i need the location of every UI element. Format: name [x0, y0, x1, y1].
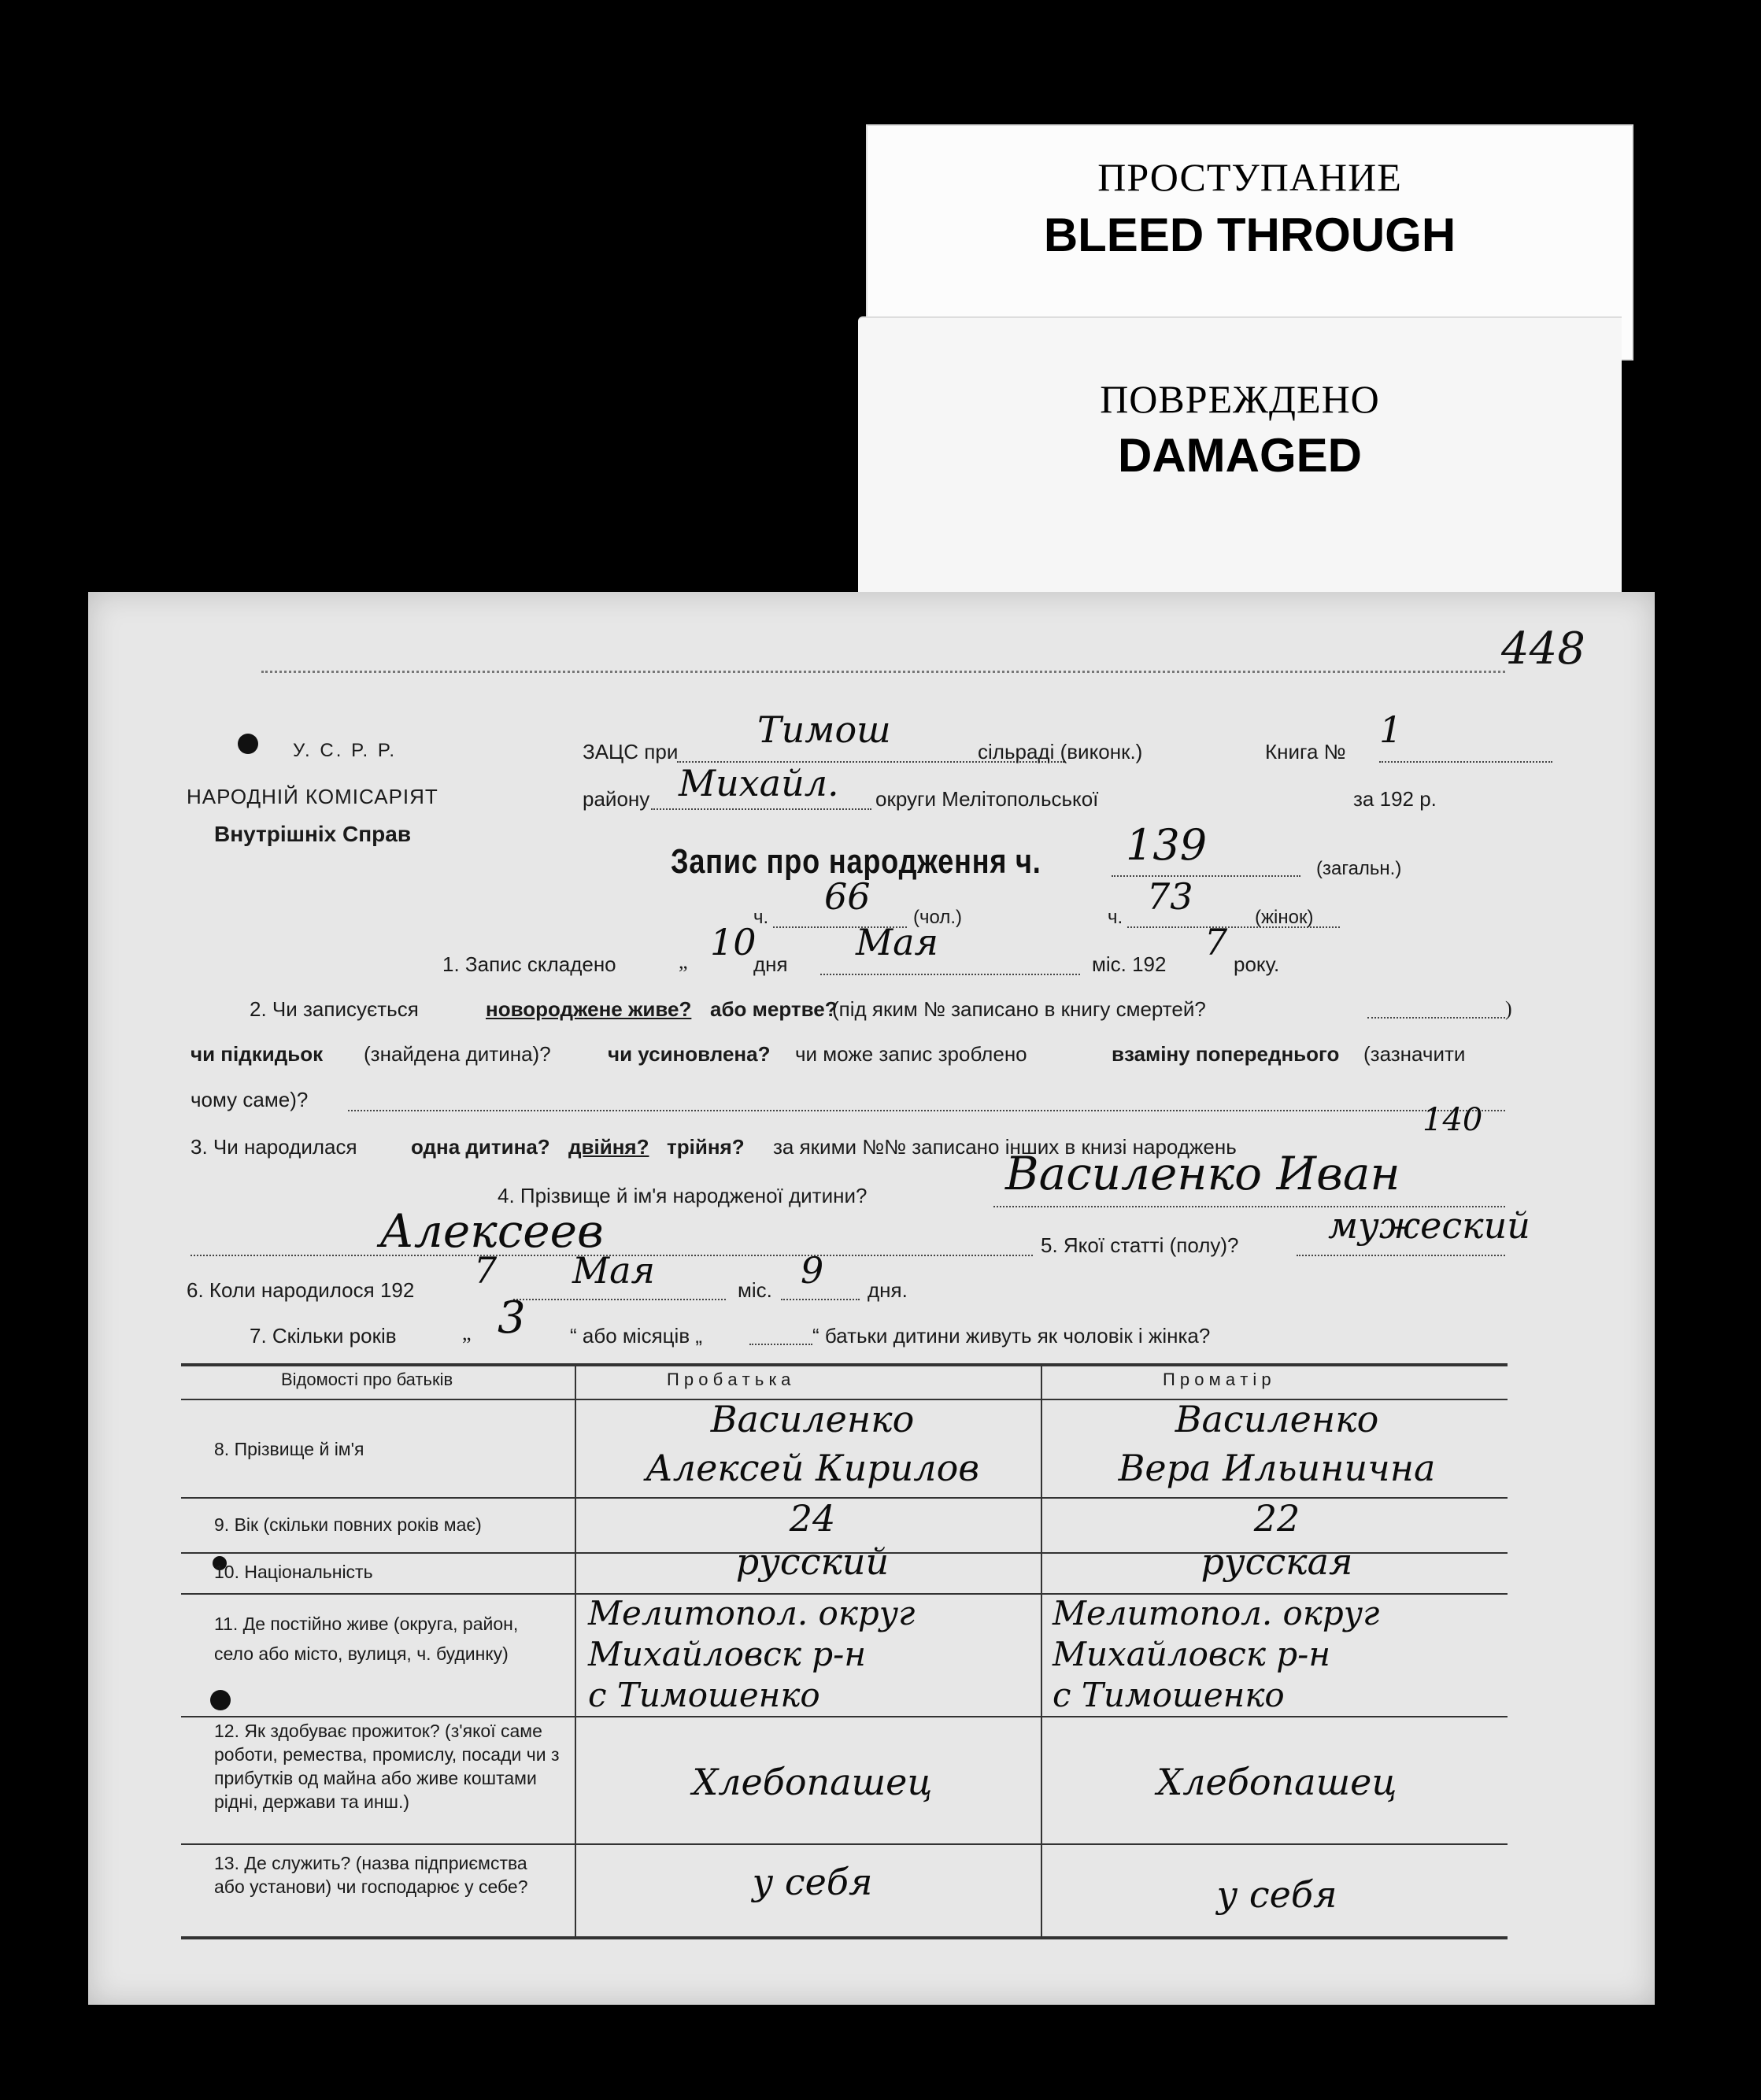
record-total-label: (загальн.): [1316, 858, 1402, 879]
col-info-header: Відомості про батьків: [281, 1370, 453, 1389]
q6-day-value: 9: [801, 1249, 824, 1292]
record-total-line: [1112, 875, 1300, 877]
q2-dead: або мертве?: [710, 997, 838, 1021]
damaged-en: DAMAGED: [1118, 429, 1362, 482]
ussr-label: У. С. Р. Р.: [293, 740, 398, 761]
q2-why-line: [348, 1110, 1505, 1111]
q2-alive: новороджене живе?: [486, 997, 692, 1021]
q5-value: мужеский: [1328, 1204, 1530, 1247]
district-label: району: [583, 787, 650, 811]
q2-why: чому саме)?: [191, 1088, 309, 1111]
q1-month-label: міс. 192: [1092, 952, 1167, 976]
q7-years-value: 3: [498, 1292, 526, 1344]
book-value: 1: [1379, 708, 1403, 751]
q2-foundling: чи підкидьок: [191, 1042, 324, 1066]
father-residence: Мелитопол. округ Михайловск р-н с Тимошенко: [588, 1594, 916, 1714]
punch-hole: [238, 734, 258, 754]
book-line: [1379, 761, 1552, 763]
row-name-label: 8. Прізвище й ім'я: [214, 1439, 364, 1459]
q6-day-line: [781, 1299, 860, 1300]
punch-hole: [210, 1690, 231, 1710]
q2-foundling-note: (знайдена дитина)?: [364, 1042, 551, 1066]
mother-age: 22: [1253, 1497, 1300, 1540]
mother-employment: у себя: [1216, 1873, 1337, 1916]
mother-name: Василенко Вера Ильинична: [1118, 1398, 1436, 1489]
mother-livelihood: Хлебопашец: [1156, 1761, 1397, 1803]
commissariat-label: НАРОДНІЙ КОМІСАРІЯТ: [187, 785, 438, 808]
q1-day-label: дня: [753, 952, 788, 976]
father-age: 24: [789, 1497, 836, 1540]
district-value: Михайл.: [679, 762, 839, 804]
father-livelihood: Хлебопашец: [692, 1761, 933, 1803]
q3-value: 140: [1422, 1102, 1483, 1138]
q2-replacement-q: чи може запис зроблено: [795, 1042, 1027, 1066]
damaged-ru: ПОВРЕЖДЕНО: [1100, 377, 1380, 421]
form-title: Запис про народження ч.: [671, 842, 1041, 881]
q6-month-line: [513, 1299, 726, 1300]
row-employment-label: 13. Де служить? (назва підприємства або установи) чи господарює у себе?: [214, 1853, 528, 1897]
q1-month-line: [820, 974, 1080, 975]
female-value: 73: [1147, 875, 1193, 918]
q2-line: [1367, 1017, 1505, 1019]
q3-triplets: трійня?: [667, 1135, 745, 1159]
female-prefix: ч.: [1108, 907, 1123, 928]
q1-day-value: 10: [710, 921, 757, 963]
father-nationality: русский: [735, 1540, 890, 1583]
q3-twins: двійня?: [568, 1135, 649, 1159]
q6-month-value: Мая: [572, 1249, 655, 1292]
mother-nationality: русская: [1201, 1540, 1353, 1583]
perforation-line: [261, 671, 1505, 673]
bleed-through-ru: ПРОСТУПАНИЕ: [1097, 155, 1402, 199]
q4-label: 4. Прізвище й ім'я народженої дитини?: [498, 1184, 868, 1207]
q4-value-surname: Василенко Иван: [1005, 1147, 1400, 1200]
father-name: Василенко Алексей Кирилов: [645, 1398, 980, 1489]
zags-label: ЗАЦС при: [583, 740, 679, 763]
q7-months-label: “ або місяців „: [570, 1324, 703, 1348]
q7-end: “ батьки дитини живуть як чоловік і жінка?: [812, 1324, 1211, 1348]
row-nationality-label: 10. Національність: [214, 1562, 373, 1582]
bleed-through-en: BLEED THROUGH: [1043, 209, 1456, 261]
q1-label: 1. Запис складено: [442, 952, 616, 976]
q3-label: 3. Чи народилася: [191, 1135, 357, 1159]
male-prefix: ч.: [753, 907, 769, 928]
q2-specify: (зазначити: [1363, 1042, 1466, 1066]
q2-label: 2. Чи записується: [250, 997, 419, 1021]
q6-year-value: 7: [474, 1249, 498, 1292]
q4-value-patronymic: Алексеев: [379, 1204, 604, 1258]
okrug-label: округи Мелітопольської: [875, 787, 1099, 811]
q6-month-label: міс.: [738, 1278, 772, 1302]
mother-residence: Мелитопол. округ Михайловск р-н с Тимошенко: [1053, 1594, 1380, 1714]
birth-record-form: 448 У. С. Р. Р. НАРОДНІЙ КОМІСАРІЯТ Внутрішніх Справ ЗАЦС при Тимош сільраді (виконк.) Книга № 1 району Михайл. округи Мелітопольської за 192 р. Запис про народження ч. 139 (загальн.) ч. 66 (чол.) ч. 73 (жінок) 1. Запис складено „ 10 дня Мая міс. 192 7 року. 2. Чи записується новороджене живе? або мертве? (під яким № записано в книгу смертей? ) чи підкидьок (знайдена дитина)? чи усиновлена? чи може запис зроблено взаміну попереднього (зазначити чому саме)? 3. Чи народилася одна дитина? двійня? трійня? за якими №№ записано інших в книзі народжень 140 4. Прізвище й ім'я народженої дитини? Василенко Иван Алексеев 5. Якої статті (полу)? мужеский 6. Коли народилося 192 7 Мая міс. 9 дня. 7. Скільки років „ 3 “ або місяців „ “ батьки дитини живуть як чоловік і жінка? Відомості про батьків П р о б а т ь к а П р о м а т і р 8. Прізвище й ім'я Василенко Алексей Кирилов Василенко Вера Ильинична 9. Вік (скільки повних років має) 24 22 10. Національність русский русская 11. Де постійно живе (округа, район, село або місто, вулиця, ч. будинку) Мелитопол. округ Михайловск р-н с Тимошенко Мелитопол. округ Михайловск р-н с Тимошенко 12. Як здобуває прожиток? (з'якої саме роботи, ремества, промислу, посади чи з прибутків од майна або живе коштами рідні, держави та инш.) Хлебопашец Хлебопашец 13. Де служить? (назва підприємства або установи) чи господарює у себе? у себя у себя: [88, 592, 1655, 2005]
q1-year-label: року.: [1234, 952, 1280, 976]
q7-label: 7. Скільки років: [250, 1324, 397, 1348]
year-label: за 192 р.: [1353, 787, 1437, 811]
council-label: сільраді (виконк.): [978, 740, 1143, 763]
father-employment: у себя: [752, 1861, 873, 1903]
damaged-card: [858, 316, 1622, 601]
book-label: Книга №: [1265, 740, 1346, 763]
q6-day-label: дня.: [868, 1278, 908, 1302]
female-label: (жінок): [1255, 907, 1314, 928]
q5-label: 5. Якої статті (полу)?: [1041, 1233, 1239, 1257]
q2-replacement: взаміну попереднього: [1112, 1042, 1340, 1066]
row-age-label: 9. Вік (скільки повних років має): [214, 1514, 482, 1535]
q5-line: [1297, 1255, 1505, 1256]
internal-affairs-label: Внутрішніх Справ: [214, 822, 412, 846]
q2-adopted: чи усиновлена?: [608, 1042, 771, 1066]
q3-single: одна дитина?: [411, 1135, 550, 1159]
col-father-header: П р о б а т ь к а: [667, 1370, 791, 1389]
q1-month-value: Мая: [856, 921, 938, 963]
record-total-value: 139: [1126, 820, 1208, 870]
row-residence-label: 11. Де постійно живе (округа, район, село або місто, вулиця, ч. будинку): [214, 1614, 519, 1664]
q2-rest: (під яким № записано в книгу смертей?: [832, 997, 1206, 1021]
sheet-number: 448: [1501, 623, 1585, 675]
q3-question: за якими №№ записано інших в книзі народжень: [773, 1135, 1237, 1159]
q7-months-line: [749, 1344, 812, 1345]
district-line: [651, 808, 871, 810]
male-value: 66: [824, 875, 871, 918]
q1-year-value: 7: [1204, 921, 1228, 963]
col-mother-header: П р о м а т і р: [1163, 1370, 1271, 1389]
male-label: (чол.): [913, 907, 962, 928]
row-livelihood-label: 12. Як здобуває прожиток? (з'якої саме роботи, ремества, промислу, посади чи з прибутків од майна або живе коштами рідні, держави та инш.): [214, 1721, 560, 1812]
zags-value: Тимош: [757, 708, 891, 751]
q6-label: 6. Коли народилося 192: [187, 1278, 415, 1302]
